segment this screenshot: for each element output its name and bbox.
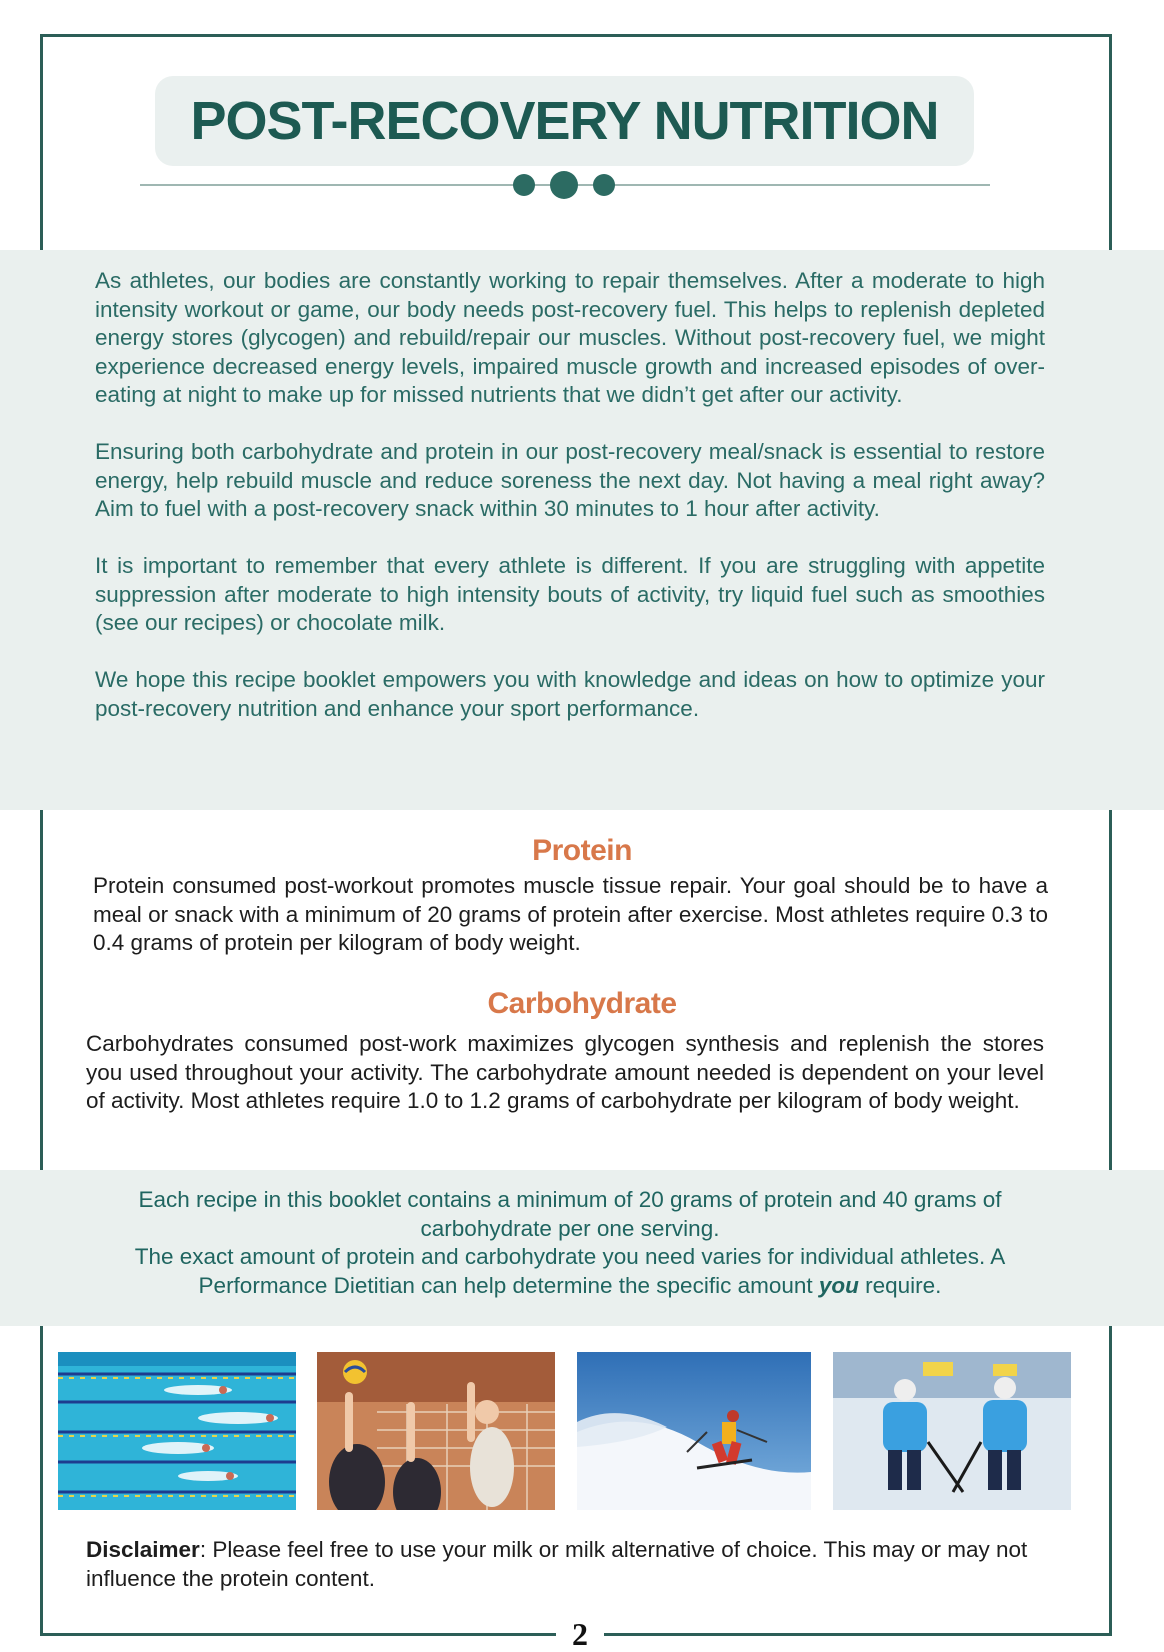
- divider-dot: [513, 174, 535, 196]
- note-line-1: Each recipe in this booklet contains a minimum of 20 grams of protein and 40 grams of carbohydrate per one serving.: [138, 1187, 1002, 1241]
- intro-section: [95, 267, 1045, 752]
- hockey-photo: [833, 1352, 1071, 1510]
- divider-dot: [593, 174, 615, 196]
- skiing-photo: [577, 1352, 811, 1510]
- carbohydrate-text: Carbohydrates consumed post-work maximizes glycogen synthesis and replenish the stores you used throughout your activity. The carbohydrate amount needed is dependent on your level of activity. Most athletes require 1.0 to 1.2 grams of carbohydrate per kilogram of body weight.: [86, 1031, 1044, 1113]
- intro-paragraph: We hope this recipe booklet empowers you with knowledge and ideas on how to optimize your post-recovery nutrition and enhance your sport performance.: [95, 667, 1045, 721]
- disclaimer-text: : Please feel free to use your milk or milk alternative of choice. This may or may not influence the protein content.: [86, 1537, 1028, 1591]
- swimming-photo: [58, 1352, 296, 1510]
- protein-text: Protein consumed post-workout promotes muscle tissue repair. Your goal should be to have a meal or snack with a minimum of 20 grams of protein after exercise. Most athletes require 0.3 to 0.4 grams of protein per kilogram of body weight.: [93, 873, 1048, 955]
- volleyball-photo: [317, 1352, 555, 1510]
- carbohydrate-heading: Carbohydrate: [487, 987, 677, 1020]
- disclaimer-label: Disclaimer: [86, 1537, 200, 1562]
- note-emphasis: you: [818, 1272, 859, 1298]
- note-line-2: The exact amount of protein and carbohydrate you need varies for individual athletes. A Performance Dietitian can help determine the specific amount you require.: [134, 1244, 1006, 1298]
- title-banner: [155, 76, 974, 166]
- divider-dot: [550, 171, 578, 199]
- intro-paragraph: It is important to remember that every athlete is different. If you are struggling with appetite suppression after moderate to high intensity bouts of activity, try liquid fuel such as smoothies (see our recipes) or chocolate milk.: [95, 553, 1045, 635]
- disclaimer: [86, 1536, 1046, 1593]
- intro-paragraph: Ensuring both carbohydrate and protein in our post-recovery meal/snack is essential to restore energy, help rebuild muscle and reduce soreness the next day. Not having a meal right away? Aim to fuel with a post-recovery snack within 30 minutes to 1 hour after activity.: [95, 439, 1045, 521]
- protein-heading: Protein: [532, 834, 632, 867]
- page-number: 2: [556, 1618, 604, 1648]
- intro-paragraph: As athletes, our bodies are constantly working to repair themselves. After a moderate to high intensity workout or game, our body needs post-recovery fuel. This helps to replenish depleted energy stores (glycogen) and rebuild/repair our muscles. Without post-recovery fuel, we might experience decreased energy levels, impaired muscle growth and increased episodes of over-eating at night to make up for missed nutrients that we didn’t get after our activity.: [95, 268, 1045, 407]
- page-title: POST-RECOVERY NUTRITION: [190, 91, 939, 151]
- recipe-note: [95, 1186, 1045, 1300]
